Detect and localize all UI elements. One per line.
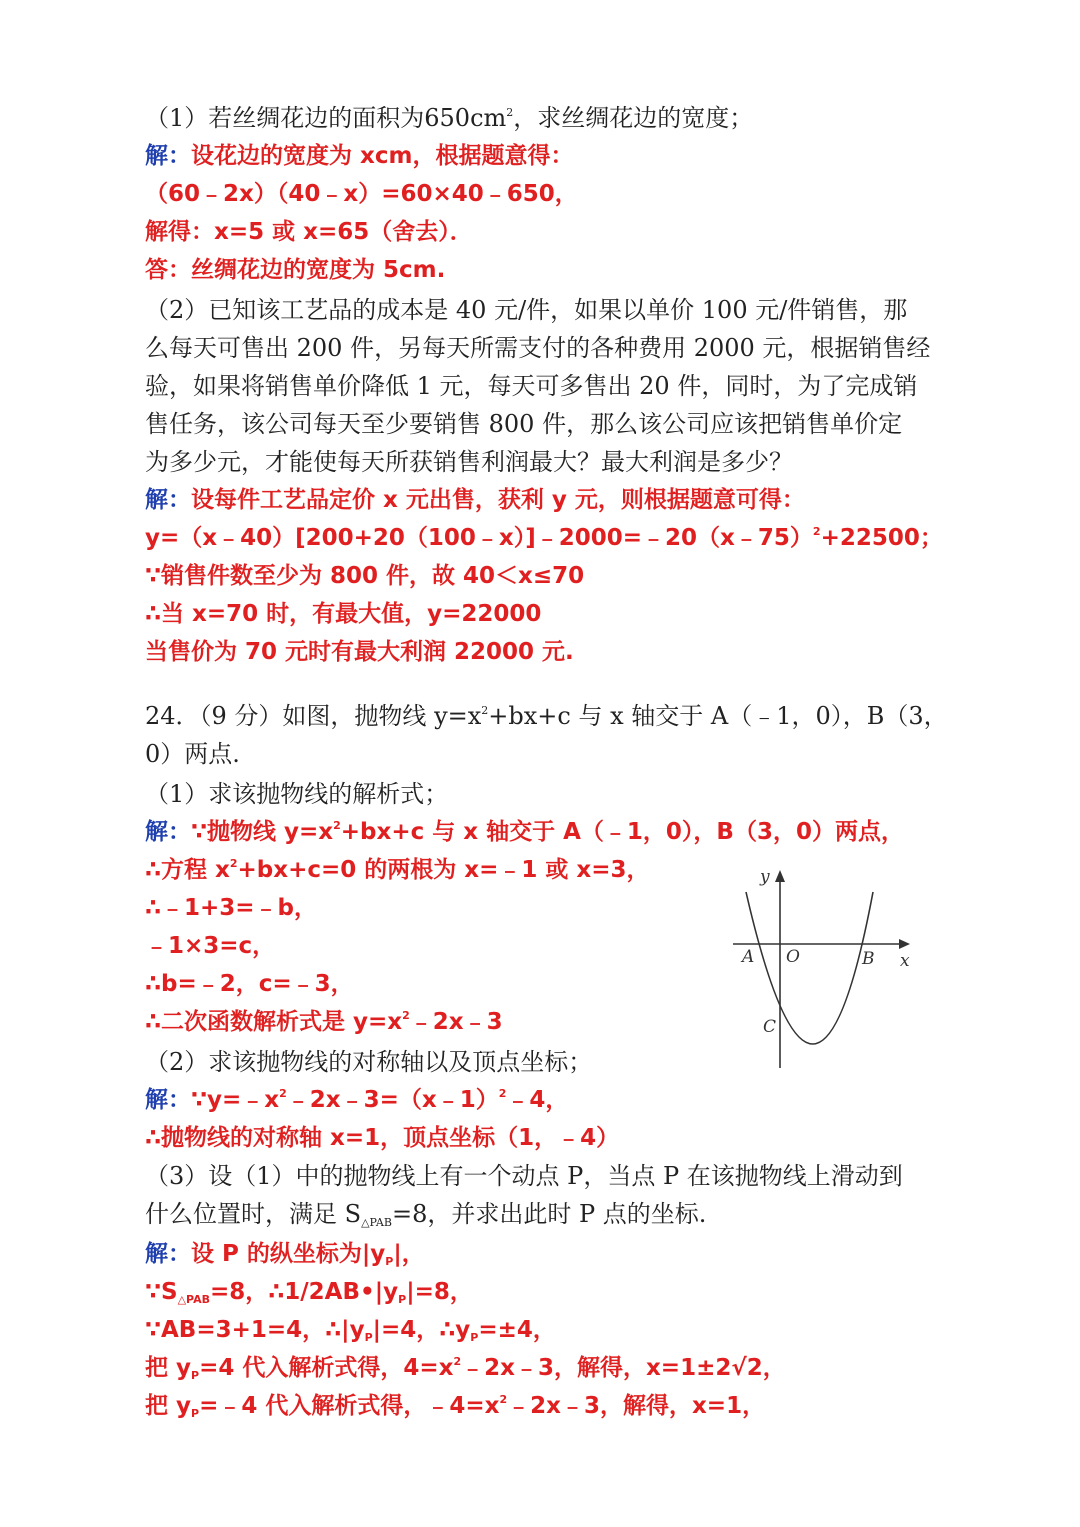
solution-label: 解： (145, 143, 191, 169)
question-line-q2_4 (145, 408, 902, 440)
text-run: ∴抛物线的对称轴 x=1，顶点坐标（1，﹣4） (145, 1125, 620, 1151)
text-run: ∵S (145, 1279, 178, 1305)
answer-line-a24_2 (145, 854, 650, 886)
parabola-figure (728, 862, 918, 1074)
text-run: =8，∴1/2AB•|y (210, 1279, 399, 1305)
text-run: ﹣2x﹣3=（x﹣1） (286, 1087, 499, 1113)
subscript: P (398, 1293, 407, 1306)
text-run: ，求丝绸花边的宽度； (513, 104, 754, 132)
superscript: 2 (402, 1009, 410, 1022)
question-line-q2_5 (145, 446, 793, 478)
superscript: 2 (333, 819, 341, 832)
text-run: 0）两点. (145, 740, 240, 768)
answer-line-a24_9 (145, 1238, 425, 1270)
question-line-q24_6 (145, 1198, 706, 1230)
answer-line-a24_1 (145, 816, 904, 848)
text-run: ∴﹣1+3=﹣b， (145, 895, 318, 921)
question-line-q2_1 (145, 294, 907, 326)
answer-line-a24_12 (145, 1352, 786, 1384)
text-run: ∵AB=3+1=4，∴|y (145, 1317, 365, 1343)
text-run: （1）求该抛物线的解析式； (145, 780, 449, 808)
superscript: 2 (499, 1393, 508, 1406)
question-line-q2_3 (145, 370, 917, 402)
answer-line-a24_13 (145, 1390, 765, 1422)
answer-line-a2_5 (145, 636, 574, 668)
text-run: （60﹣2x）（40﹣x）=60×40﹣650， (145, 181, 578, 207)
origin-label: O (786, 947, 800, 967)
text-run: 答：丝绸花边的宽度为 5cm. (145, 257, 446, 283)
y-axis-label: y (760, 867, 770, 887)
text-run: （2）求该抛物线的对称轴以及顶点坐标； (145, 1048, 593, 1076)
text-run: =4 代入解析式得，4=x (199, 1355, 454, 1381)
text-run: 设花边的宽度为 xcm，根据题意得： (191, 143, 574, 169)
answer-line-a24_7 (145, 1084, 568, 1116)
text-run: ∴二次函数解析式是 y=x (145, 1009, 403, 1035)
text-run: 么每天可售出 200 件，另每天所需支付的各种费用 2000 元，根据销售经 (145, 334, 931, 362)
answer-line-a24_3 (145, 892, 317, 924)
text-run: ﹣2x﹣3，解得，x=1±2√2， (461, 1355, 786, 1381)
text-run: （1）若丝绸花边的面积为650cm (145, 104, 507, 132)
text-run: |=4，∴y (372, 1317, 471, 1343)
question-line-q24_2 (145, 738, 240, 770)
text-run: （3）设（1）中的抛物线上有一个动点 P，当点 P 在该抛物线上滑动到 (145, 1162, 903, 1190)
solution-label: 解： (145, 819, 191, 845)
text-run: 当售价为 70 元时有最大利润 22000 元. (145, 639, 574, 665)
y-axis-arrow (775, 870, 785, 882)
text-run: ∵y=﹣x (191, 1087, 280, 1113)
text-run: 设 P 的纵坐标为|y (191, 1241, 386, 1267)
text-run: ∴方程 x (145, 857, 230, 883)
text-run: ﹣2x﹣3，解得，x=1， (507, 1393, 766, 1419)
text-run: |=8， (406, 1279, 473, 1305)
answer-line-a1_3 (145, 216, 473, 248)
superscript: 2 (229, 857, 238, 870)
text-run: 设每件工艺品定价 x 元出售，获利 y 元，则根据题意可得： (191, 487, 805, 513)
answer-line-a24_4 (145, 930, 275, 962)
text-run: 什么位置时，满足 S (145, 1200, 362, 1228)
solution-label: 解： (145, 1087, 191, 1113)
superscript: 2 (453, 1355, 462, 1368)
text-run: ﹣4， (506, 1087, 569, 1113)
subscript: P (364, 1331, 373, 1344)
text-run: 24．（9 分）如图，抛物线 y=x (145, 702, 482, 730)
text-run: 售任务，该公司每天至少要销售 800 件，那么该公司应该把销售单价定 (145, 410, 903, 438)
answer-line-a1_4 (145, 254, 445, 286)
superscript: 2 (812, 525, 821, 538)
text-run: +bx+c 与 x 轴交于 A（﹣1，0），B（3，0）两点， (340, 819, 904, 845)
text-run: 为多少元，才能使每天所获销售利润最大？最大利润是多少？ (145, 448, 793, 476)
x-axis-label: x (900, 951, 910, 971)
answer-line-a24_5 (145, 968, 354, 1000)
text-run: （2）已知该工艺品的成本是 40 元/件，如果以单价 100 元/件销售，那 (145, 296, 908, 324)
text-run: ∴b=﹣2，c=﹣3， (145, 971, 354, 997)
question-line-q24_1 (145, 700, 948, 732)
subscript: P (385, 1255, 394, 1268)
superscript: 2 (498, 1087, 507, 1100)
point-b-label: B (862, 949, 875, 969)
superscript: 2 (506, 106, 514, 119)
text-run: +bx+c 与 x 轴交于 A（﹣1，0），B（3， (488, 702, 948, 730)
text-run: =±4， (478, 1317, 556, 1343)
x-axis-arrow (899, 939, 910, 949)
question-line-q24_4 (145, 1046, 592, 1078)
answer-line-a2_3 (145, 560, 584, 592)
text-run: =﹣4 代入解析式得，﹣4=x (199, 1393, 500, 1419)
question-line-q1 (145, 102, 753, 134)
subscript: P (191, 1369, 200, 1382)
answer-line-a24_11 (145, 1314, 556, 1346)
text-run: ∴当 x=70 时，有最大值，y=22000 (145, 601, 542, 627)
superscript: 2 (481, 704, 489, 717)
text-run: ﹣2x﹣3 (409, 1009, 503, 1035)
text-run: +22500； (820, 525, 943, 551)
text-run: 验，如果将销售单价降低 1 元，每天可多售出 20 件，同时，为了完成销 (145, 372, 918, 400)
answer-line-a1_2 (145, 178, 578, 210)
question-line-q24_5 (145, 1160, 903, 1192)
solution-label: 解： (145, 1241, 191, 1267)
answer-line-a24_8 (145, 1122, 619, 1154)
answer-line-a2_2 (145, 522, 943, 554)
text-run: 把 y (145, 1393, 191, 1419)
text-run: +bx+c=0 的两根为 x=﹣1 或 x=3， (237, 857, 650, 883)
point-a-label: A (742, 947, 755, 967)
subscript: △PAB (177, 1293, 210, 1306)
question-line-q24_3 (145, 778, 448, 810)
answer-line-a2_4 (145, 598, 541, 630)
text-run: 解得：x=5 或 x=65（舍去）． (145, 219, 473, 245)
text-run: y=（x﹣40）[200+20（100﹣x）]﹣2000=﹣20（x﹣75） (145, 525, 813, 551)
answer-line-a1_1 (145, 140, 573, 172)
text-run: ∵销售件数至少为 800 件，故 40＜x≤70 (145, 563, 585, 589)
subscript: P (191, 1407, 200, 1420)
text-run: ﹣1×3=c， (145, 933, 276, 959)
question-line-q2_2 (145, 332, 930, 364)
text-run: 把 y (145, 1355, 191, 1381)
answer-line-a2_1 (145, 484, 805, 516)
answer-line-a24_10 (145, 1276, 473, 1308)
subscript: △PAB (361, 1216, 392, 1229)
subscript: P (470, 1331, 479, 1344)
superscript: 2 (279, 1087, 287, 1100)
answer-line-a24_6 (145, 1006, 503, 1038)
text-run: ∵抛物线 y=x (191, 819, 334, 845)
solution-label: 解： (145, 487, 191, 513)
point-c-label: C (763, 1017, 777, 1037)
text-run: =8，并求出此时 P 点的坐标. (391, 1200, 707, 1228)
text-run: |， (393, 1241, 425, 1267)
